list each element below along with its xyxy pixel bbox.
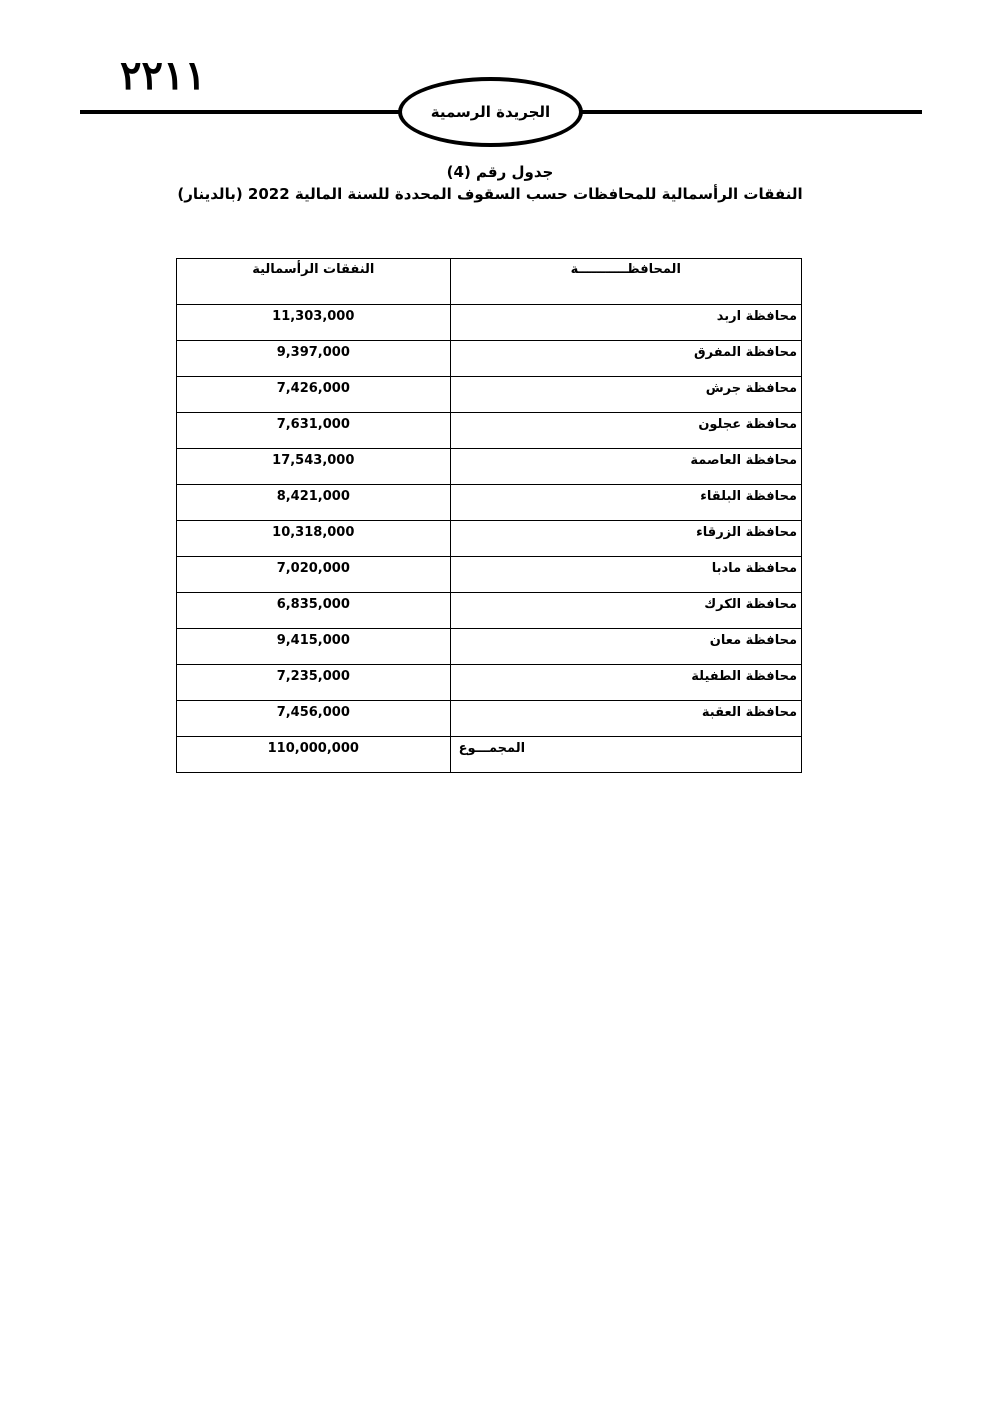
publication-title: الجريدة الرسمية: [430, 103, 551, 121]
page-number: ٢٢١١: [120, 52, 206, 99]
expenditure-amount: 6,835,000: [177, 593, 451, 629]
table-row: [177, 665, 802, 701]
expenditure-amount: 7,235,000: [177, 665, 451, 701]
governorate-name: محافظة معان: [450, 629, 801, 665]
table-row: [177, 557, 802, 593]
expenditure-amount: 7,631,000: [177, 413, 451, 449]
table-row: [177, 413, 802, 449]
expenditure-amount: 7,426,000: [177, 377, 451, 413]
expenditure-amount: 7,020,000: [177, 557, 451, 593]
expenditure-amount: 9,415,000: [177, 629, 451, 665]
table-row: [177, 305, 802, 341]
governorate-name: محافظة العقبة: [450, 701, 801, 737]
table-title: النفقات الرأسمالية للمحافظات حسب السقوف المحددة للسنة المالية 2022 (بالدينار): [177, 185, 803, 203]
masthead-oval: [398, 77, 583, 147]
header-capital-expenditure: النفقات الرأسمالية: [177, 259, 451, 305]
governorate-name: محافظة المفرق: [450, 341, 801, 377]
expenditure-amount: 17,543,000: [177, 449, 451, 485]
governorate-name: محافظة عجلون: [450, 413, 801, 449]
header-governorate: المحافظـــــــــــة: [450, 259, 801, 305]
governorate-name: محافظة اربد: [450, 305, 801, 341]
table-row: [177, 485, 802, 521]
table-row: [177, 593, 802, 629]
governorate-name: محافظة الكرك: [450, 593, 801, 629]
expenditure-amount: 7,456,000: [177, 701, 451, 737]
governorate-name: محافظة الزرقاء: [450, 521, 801, 557]
total-amount: 110,000,000: [177, 737, 451, 773]
governorate-name: محافظة الطفيلة: [450, 665, 801, 701]
expenditure-amount: 11,303,000: [177, 305, 451, 341]
expenditure-table: [176, 258, 802, 773]
expenditure-amount: 8,421,000: [177, 485, 451, 521]
table-row: [177, 521, 802, 557]
total-row: [177, 737, 802, 773]
table-row: [177, 629, 802, 665]
total-label: المجمـــوع: [450, 737, 801, 773]
expenditure-amount: 10,318,000: [177, 521, 451, 557]
expenditure-amount: 9,397,000: [177, 341, 451, 377]
governorate-name: محافظة البلقاء: [450, 485, 801, 521]
table-row: [177, 449, 802, 485]
table-row: [177, 701, 802, 737]
table-header-row: [177, 259, 802, 305]
table-number: جدول رقم (4): [446, 163, 554, 181]
table-row: [177, 377, 802, 413]
table-row: [177, 341, 802, 377]
governorate-name: محافظة جرش: [450, 377, 801, 413]
governorate-name: محافظة مادبا: [450, 557, 801, 593]
governorate-name: محافظة العاصمة: [450, 449, 801, 485]
